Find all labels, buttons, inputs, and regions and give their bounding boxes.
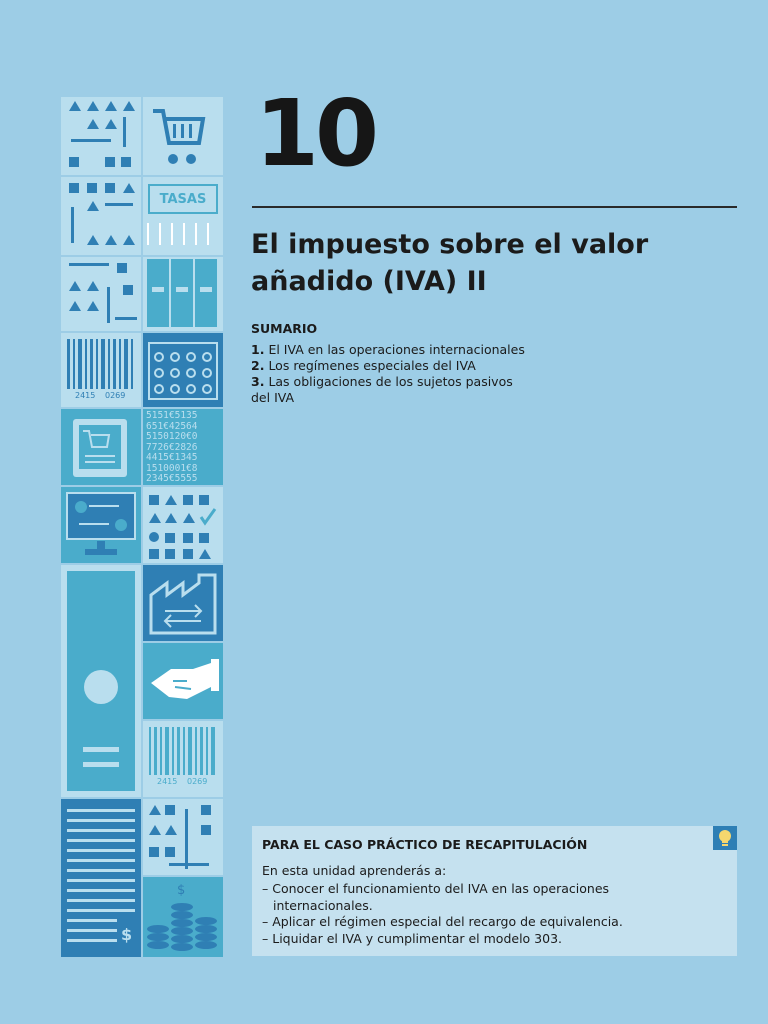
caso-practico-box [252,826,737,956]
lightbulb-icon [713,826,737,850]
sumario-list [251,342,551,406]
number-grid: 5151€5135 651€42564 5150120€0 7726€2826 4415€1345 1510001€8 2345€5555 [146,411,198,484]
caso-practico-item: – Conocer el funcionamiento del IVA en las operaciones internacionales. [262,881,610,913]
mosaic-graphic [61,97,223,957]
barcode-number-right: 0269 [105,391,126,400]
illustration-mosaic [61,97,223,957]
sumario-item-text: Los regímenes especiales del IVA [268,358,476,373]
binders-icon [147,259,217,327]
sumario-item-number: 1. [251,342,265,357]
chapter-title: El impuesto sobre el valor añadido (IVA) II [251,229,649,297]
dollar-sign-coin-icon: $ [177,883,186,898]
tasas-label: TASAS [159,192,207,207]
barcode-number-right-2: 0269 [187,777,208,786]
caso-practico-list [262,881,722,947]
caso-practico-item: – Aplicar el régimen especial del recargo de equivalencia. [262,914,623,929]
chapter-number: 10 [255,80,376,187]
sumario-heading: SUMARIO [251,321,318,336]
sumario-item [251,374,521,406]
sumario-item-number: 3. [251,374,265,389]
sumario-item [251,358,551,374]
tablet-cart-icon [73,419,127,477]
caso-practico-heading: PARA EL CASO PRÁCTICO DE RECAPITULACIÓN [262,837,588,852]
barcode-number-left: 2415 [75,391,96,400]
caso-practico-item: – Liquidar el IVA y cumplimentar el modelo 303. [262,930,562,946]
sumario-item-text: Las obligaciones de los sujetos pasivos del IVA [251,374,513,405]
dollar-sign-icon: $ [121,925,133,944]
barcode-number-left-2: 2415 [157,777,178,786]
sumario-item-text: El IVA en las operaciones internacionales [268,342,525,357]
sumario-item-number: 2. [251,358,265,373]
caso-practico-intro: En esta unidad aprenderás a: [262,863,447,878]
sumario-item [251,342,551,358]
title-divider [252,206,737,208]
